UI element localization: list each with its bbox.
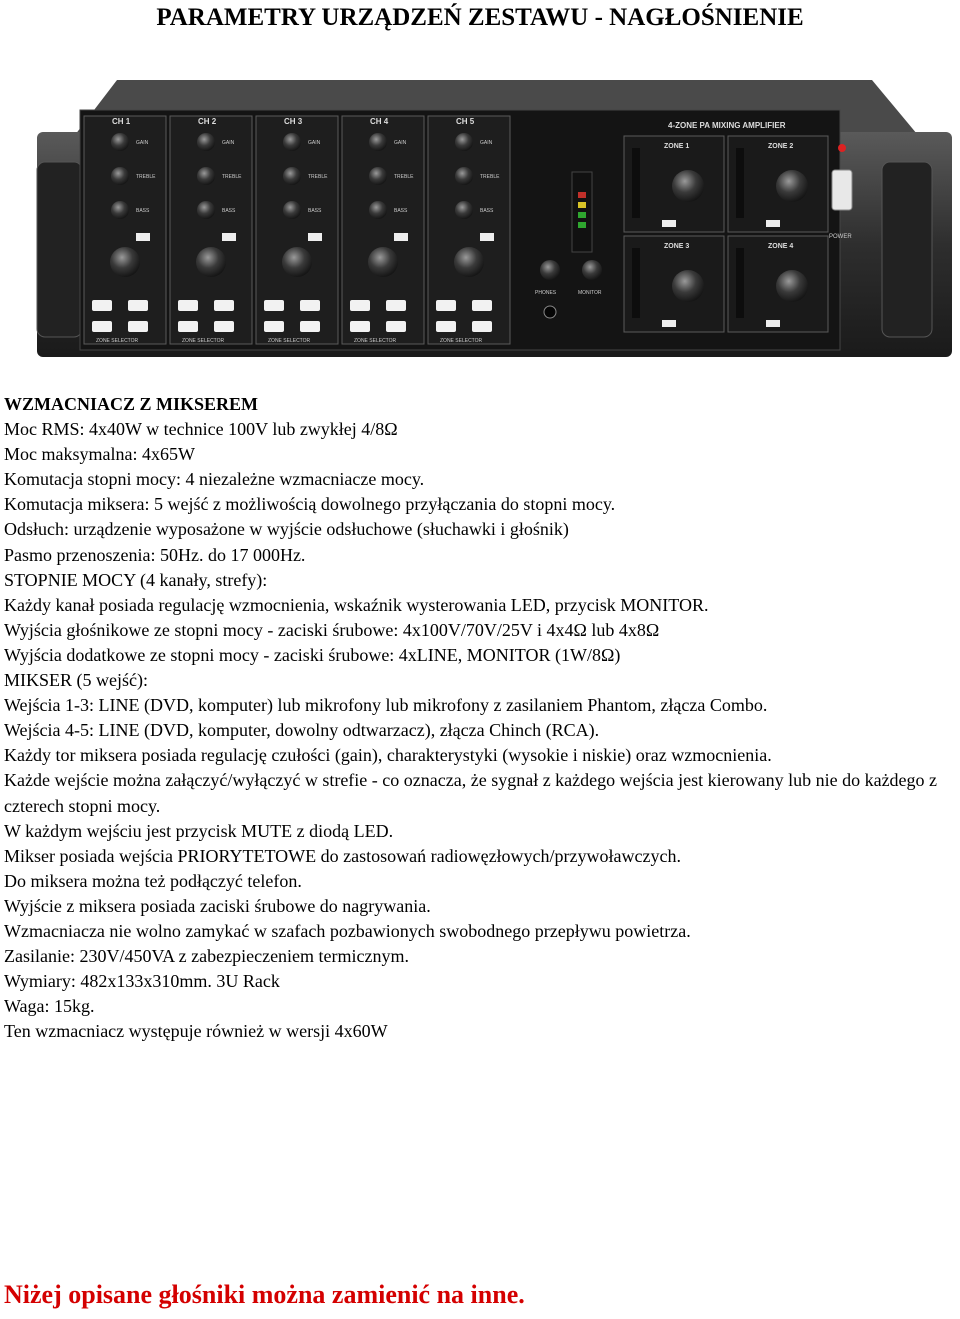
svg-text:BASS: BASS xyxy=(480,208,494,214)
svg-text:ZONE 1: ZONE 1 xyxy=(664,143,690,150)
gain-knob xyxy=(369,133,387,151)
svg-text:MONITOR: MONITOR xyxy=(578,290,602,296)
svg-text:GAIN: GAIN xyxy=(308,140,321,146)
level-knob xyxy=(282,247,312,277)
spec-line: Mikser posiada wejścia PRIORYTETOWE do zastosowań radiowęzłowych/przywoławczych. xyxy=(4,845,681,866)
spec-line: Wyjścia głośnikowe ze stopni mocy - zaciski śrubowe: 4x100V/70V/25V i 4x4Ω lub 4x8Ω xyxy=(4,619,660,640)
spec-line: Każdy kanał posiada regulację wzmocnienia, wskaźnik wysterowania LED, przycisk MONITOR. xyxy=(4,594,709,615)
spec-line: Odsłuch: urządzenie wyposażone w wyjście odsłuchowe (słuchawki i głośnik) xyxy=(4,519,569,540)
treble-knob xyxy=(197,167,215,185)
amplifier-photo xyxy=(32,72,960,362)
zone-button xyxy=(350,321,370,332)
spec-line: Wejścia 4-5: LINE (DVD, komputer, dowolny odtwarzacz), złącza Chinch (RCA). xyxy=(4,720,600,741)
spec-line: Każde wejście można załączyć/wyłączyć w strefie - co oznacza, że sygnał z każdego wejścia jest kierowany lub nie do każdego z czterech stopni mocy. xyxy=(4,770,938,816)
spec-line: Do miksera można też podłączyć telefon. xyxy=(4,870,302,891)
power-led xyxy=(838,144,846,152)
mute-button xyxy=(222,233,236,241)
bass-knob xyxy=(369,201,387,219)
gain-knob xyxy=(283,133,301,151)
zone-button xyxy=(214,321,234,332)
svg-text:GAIN: GAIN xyxy=(394,140,407,146)
bass-knob xyxy=(283,201,301,219)
phones-knob xyxy=(540,260,560,280)
spec-line: Wyjścia dodatkowe ze stopni mocy - zaciski śrubowe: 4xLINE, MONITOR (1W/8Ω) xyxy=(4,644,621,665)
mute-button xyxy=(394,233,408,241)
svg-text:ZONE SELECTOR: ZONE SELECTOR xyxy=(268,338,311,344)
right-handle xyxy=(882,162,932,337)
level-knob xyxy=(454,247,484,277)
zone-button xyxy=(92,321,112,332)
zone-button xyxy=(264,321,284,332)
mon-button xyxy=(766,220,780,227)
mon-button xyxy=(662,320,676,327)
channel-label: CH 4 xyxy=(370,117,389,126)
zone-button xyxy=(436,300,456,311)
bass-knob xyxy=(197,201,215,219)
svg-text:TREBLE: TREBLE xyxy=(480,174,500,180)
channel-label: CH 1 xyxy=(112,117,131,126)
monitor-knob xyxy=(582,260,602,280)
zone-button xyxy=(472,321,492,332)
spec-line: Waga: 15kg. xyxy=(4,996,95,1017)
svg-text:PHONES: PHONES xyxy=(535,290,557,296)
zone-button xyxy=(214,300,234,311)
zone-button xyxy=(264,300,284,311)
level-knob xyxy=(110,247,140,277)
level-knob xyxy=(196,247,226,277)
spec-line: Każdy tor miksera posiada regulację czułości (gain), charakterystyki (wysokie i niskie) oraz wzmocnienia. xyxy=(4,745,772,766)
zone-level-knob xyxy=(672,270,704,302)
svg-text:TREBLE: TREBLE xyxy=(222,174,242,180)
zone-button xyxy=(300,300,320,311)
spec-line: STOPNIE MOCY (4 kanały, strefy): xyxy=(4,569,268,590)
svg-text:GAIN: GAIN xyxy=(136,140,149,146)
svg-text:ZONE 4: ZONE 4 xyxy=(768,243,794,250)
zone-4 xyxy=(728,236,828,332)
treble-knob xyxy=(111,167,129,185)
mute-button xyxy=(308,233,322,241)
spec-line: Wymiary: 482x133x310mm. 3U Rack xyxy=(4,971,280,992)
zone-button xyxy=(436,321,456,332)
model-label: 4-ZONE PA MIXING AMPLIFIER xyxy=(668,121,786,130)
zone-button xyxy=(300,321,320,332)
page-title: PARAMETRY URZĄDZEŃ ZESTAWU - NAGŁOŚNIENIE xyxy=(156,4,804,31)
spec-line: Wyjście z miksera posiada zaciski śrubowe do nagrywania. xyxy=(4,895,431,916)
spec-line: MIKSER (5 wejść): xyxy=(4,670,148,691)
channel-strip-3 xyxy=(256,116,338,344)
spec-line: Wejścia 1-3: LINE (DVD, komputer) lub mikrofony lub mikrofony z zasilaniem Phantom, złącza Combo. xyxy=(4,695,768,716)
channel-strip-5 xyxy=(428,116,510,344)
spec-line: Pasmo przenoszenia: 50Hz. do 17 000Hz. xyxy=(4,544,306,565)
svg-text:ZONE SELECTOR: ZONE SELECTOR xyxy=(440,338,483,344)
spec-text xyxy=(4,392,954,1044)
zone-button xyxy=(128,321,148,332)
spec-heading: WZMACNIACZ Z MIKSEREM xyxy=(4,394,259,414)
svg-text:GAIN: GAIN xyxy=(480,140,493,146)
mute-button xyxy=(136,233,150,241)
power-switch xyxy=(832,170,852,210)
spec-line: Wzmacniacza nie wolno zamykać w szafach pozbawionych swobodnego przepływu powietrza. xyxy=(4,920,691,941)
channel-label: CH 3 xyxy=(284,117,303,126)
mon-button xyxy=(662,220,676,227)
channel-label: CH 5 xyxy=(456,117,475,126)
zone-2 xyxy=(728,136,828,232)
gain-knob xyxy=(197,133,215,151)
zone-button xyxy=(472,300,492,311)
spec-line: Ten wzmacniacz występuje również w wersji 4x60W xyxy=(4,1021,388,1042)
spec-line: Moc maksymalna: 4x65W xyxy=(4,444,195,465)
treble-knob xyxy=(369,167,387,185)
zone-1 xyxy=(624,136,724,232)
spec-line: Moc RMS: 4x40W w technice 100V lub zwykłej 4/8Ω xyxy=(4,419,398,440)
svg-text:TREBLE: TREBLE xyxy=(136,174,156,180)
svg-text:TREBLE: TREBLE xyxy=(308,174,328,180)
svg-text:BASS: BASS xyxy=(222,208,236,214)
zone-button xyxy=(350,300,370,311)
mon-button xyxy=(766,320,780,327)
zone-level-knob xyxy=(672,170,704,202)
svg-text:BASS: BASS xyxy=(394,208,408,214)
phones-jack xyxy=(544,306,556,318)
svg-text:ZONE SELECTOR: ZONE SELECTOR xyxy=(182,338,225,344)
zone-button xyxy=(178,321,198,332)
svg-text:BASS: BASS xyxy=(136,208,150,214)
gain-knob xyxy=(111,133,129,151)
zone-button xyxy=(128,300,148,311)
channel-label: CH 2 xyxy=(198,117,217,126)
footer-note: Niżej opisane głośniki można zamienić na inne. xyxy=(4,1280,525,1309)
treble-knob xyxy=(455,167,473,185)
svg-text:ZONE 2: ZONE 2 xyxy=(768,143,794,150)
svg-text:TREBLE: TREBLE xyxy=(394,174,414,180)
mute-button xyxy=(480,233,494,241)
channel-strip-1 xyxy=(84,116,166,344)
spec-line: W każdym wejściu jest przycisk MUTE z diodą LED. xyxy=(4,820,394,841)
svg-text:GAIN: GAIN xyxy=(222,140,235,146)
channel-strip-2 xyxy=(170,116,252,344)
svg-text:ZONE SELECTOR: ZONE SELECTOR xyxy=(96,338,139,344)
svg-text:POWER: POWER xyxy=(829,234,852,240)
bass-knob xyxy=(111,201,129,219)
zone-button xyxy=(92,300,112,311)
zone-button xyxy=(178,300,198,311)
channel-strip-4 xyxy=(342,116,424,344)
left-handle xyxy=(37,162,82,337)
bass-knob xyxy=(455,201,473,219)
zone-level-knob xyxy=(776,170,808,202)
treble-knob xyxy=(283,167,301,185)
spec-line: Zasilanie: 230V/450VA z zabezpieczeniem termicznym. xyxy=(4,946,410,967)
zone-level-knob xyxy=(776,270,808,302)
spec-line: Komutacja miksera: 5 wejść z możliwością dowolnego przyłączania do stopni mocy. xyxy=(4,494,616,515)
spec-line: Komutacja stopni mocy: 4 niezależne wzmacniacze mocy. xyxy=(4,469,425,490)
zone-button xyxy=(386,300,406,311)
svg-text:ZONE 3: ZONE 3 xyxy=(664,243,690,250)
level-knob xyxy=(368,247,398,277)
zone-3 xyxy=(624,236,724,332)
svg-text:ZONE SELECTOR: ZONE SELECTOR xyxy=(354,338,397,344)
zone-button xyxy=(386,321,406,332)
svg-text:BASS: BASS xyxy=(308,208,322,214)
gain-knob xyxy=(455,133,473,151)
